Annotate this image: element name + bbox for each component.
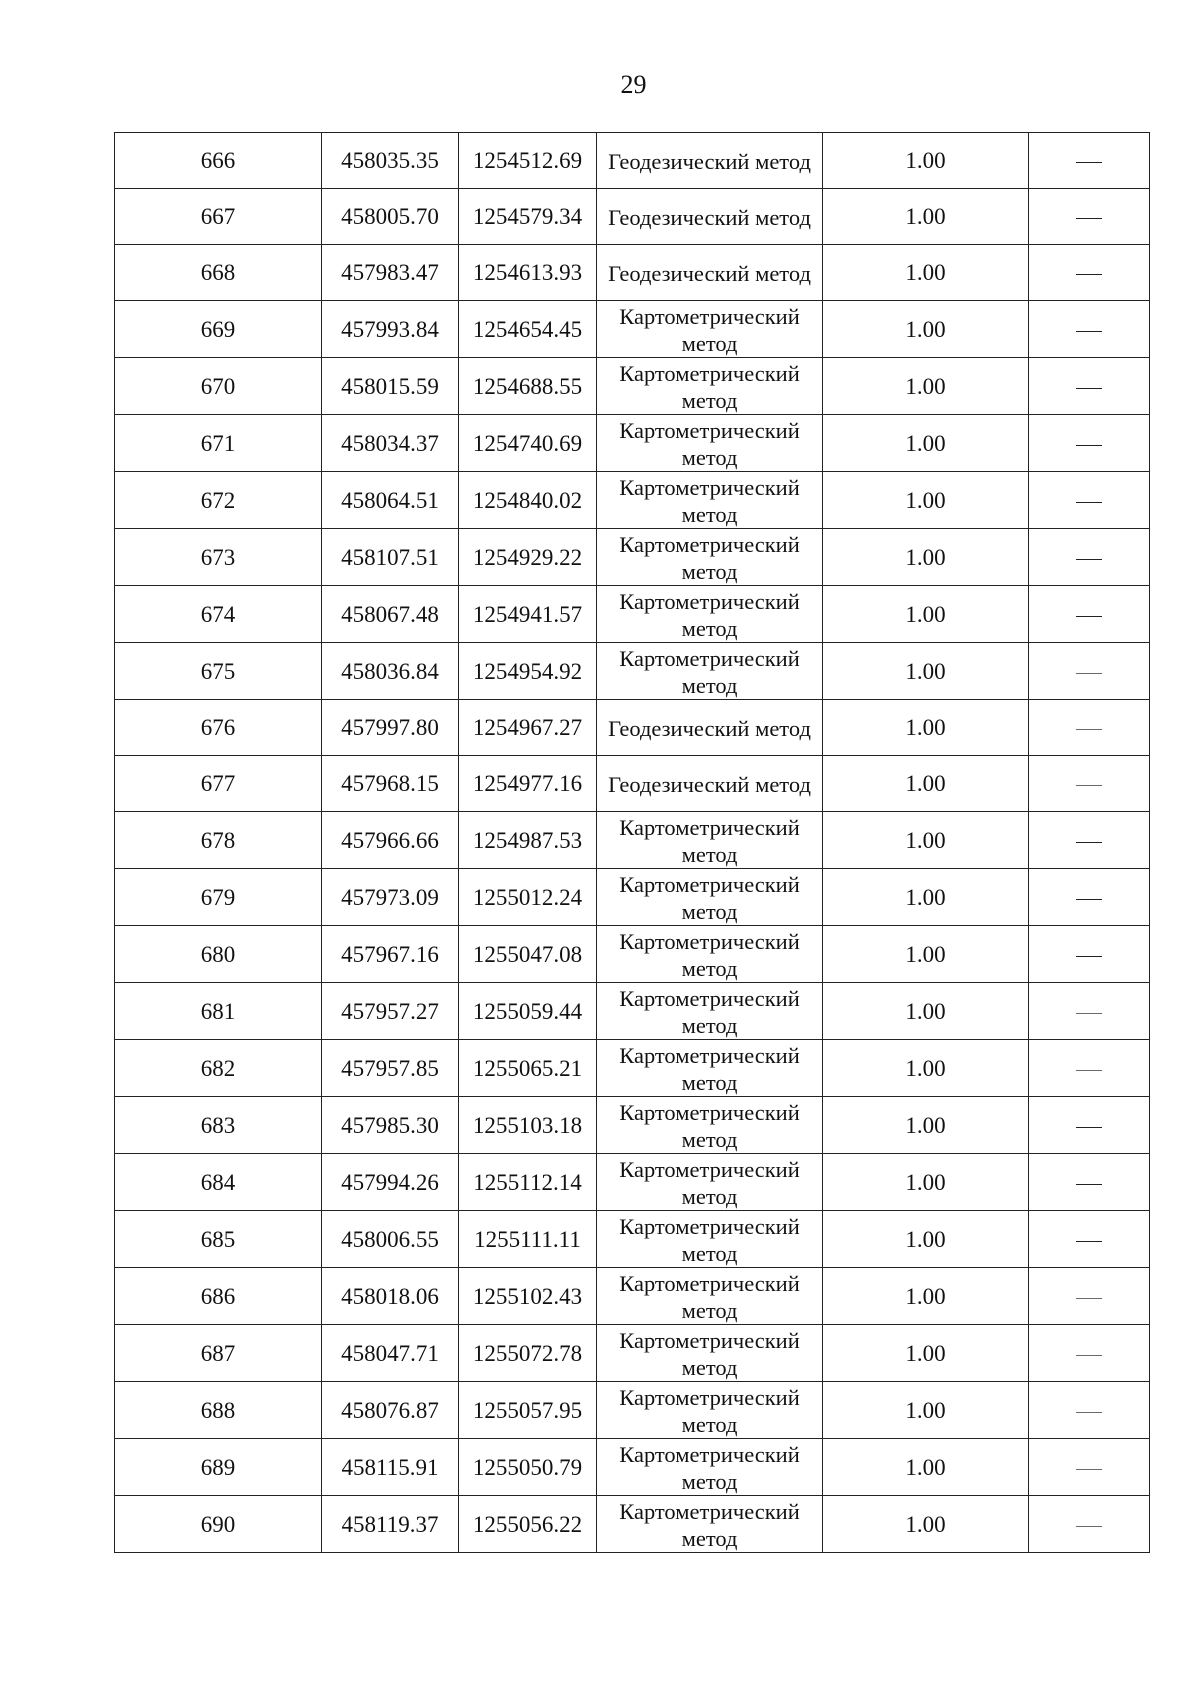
table-row bbox=[115, 1496, 1150, 1553]
note-cell bbox=[1029, 301, 1150, 358]
method-cell: Картометрический метод bbox=[597, 926, 823, 983]
table-row bbox=[115, 1382, 1150, 1439]
accuracy-cell: 1.00 bbox=[823, 1040, 1029, 1097]
dash-mark bbox=[1076, 162, 1102, 163]
x-coordinate-cell: 457967.16 bbox=[322, 926, 459, 983]
x-coordinate-cell: 458064.51 bbox=[322, 472, 459, 529]
point-number-cell: 672 bbox=[115, 472, 322, 529]
dash-mark bbox=[1076, 1469, 1102, 1470]
dash-mark bbox=[1076, 673, 1102, 674]
point-number-cell: 685 bbox=[115, 1211, 322, 1268]
note-cell bbox=[1029, 1382, 1150, 1439]
accuracy-cell: 1.00 bbox=[823, 358, 1029, 415]
method-cell: Картометрический метод bbox=[597, 643, 823, 700]
x-coordinate-cell: 458035.35 bbox=[322, 133, 459, 189]
note-cell bbox=[1029, 1040, 1150, 1097]
y-coordinate-cell: 1254579.34 bbox=[459, 189, 597, 245]
y-coordinate-cell: 1254840.02 bbox=[459, 472, 597, 529]
y-coordinate-cell: 1255072.78 bbox=[459, 1325, 597, 1382]
dash-mark bbox=[1076, 1013, 1102, 1014]
method-cell: Геодезический метод bbox=[597, 756, 823, 812]
method-cell: Геодезический метод bbox=[597, 189, 823, 245]
accuracy-cell: 1.00 bbox=[823, 1268, 1029, 1325]
table-row bbox=[115, 1439, 1150, 1496]
point-number-cell: 684 bbox=[115, 1154, 322, 1211]
coordinates-table bbox=[114, 132, 1150, 1553]
method-cell: Картометрический метод bbox=[597, 1439, 823, 1496]
dash-mark bbox=[1076, 842, 1102, 843]
note-cell bbox=[1029, 1496, 1150, 1553]
table-row bbox=[115, 1325, 1150, 1382]
method-cell: Картометрический метод bbox=[597, 1325, 823, 1382]
note-cell bbox=[1029, 1097, 1150, 1154]
y-coordinate-cell: 1254967.27 bbox=[459, 700, 597, 756]
method-cell: Картометрический метод bbox=[597, 415, 823, 472]
accuracy-cell: 1.00 bbox=[823, 1154, 1029, 1211]
x-coordinate-cell: 457957.27 bbox=[322, 983, 459, 1040]
y-coordinate-cell: 1254941.57 bbox=[459, 586, 597, 643]
note-cell bbox=[1029, 700, 1150, 756]
table-row bbox=[115, 472, 1150, 529]
dash-mark bbox=[1076, 388, 1102, 389]
table-row bbox=[115, 358, 1150, 415]
note-cell bbox=[1029, 133, 1150, 189]
table-row bbox=[115, 1040, 1150, 1097]
note-cell bbox=[1029, 245, 1150, 301]
dash-mark bbox=[1076, 445, 1102, 446]
dash-mark bbox=[1076, 956, 1102, 957]
x-coordinate-cell: 457993.84 bbox=[322, 301, 459, 358]
note-cell bbox=[1029, 1268, 1150, 1325]
x-coordinate-cell: 457968.15 bbox=[322, 756, 459, 812]
note-cell bbox=[1029, 756, 1150, 812]
table-row bbox=[115, 301, 1150, 358]
table-row bbox=[115, 529, 1150, 586]
note-cell bbox=[1029, 643, 1150, 700]
method-cell: Картометрический метод bbox=[597, 529, 823, 586]
x-coordinate-cell: 457966.66 bbox=[322, 812, 459, 869]
x-coordinate-cell: 458036.84 bbox=[322, 643, 459, 700]
accuracy-cell: 1.00 bbox=[823, 1382, 1029, 1439]
accuracy-cell: 1.00 bbox=[823, 415, 1029, 472]
dash-mark bbox=[1076, 1298, 1102, 1299]
y-coordinate-cell: 1254977.16 bbox=[459, 756, 597, 812]
method-cell: Картометрический метод bbox=[597, 472, 823, 529]
method-cell: Картометрический метод bbox=[597, 301, 823, 358]
accuracy-cell: 1.00 bbox=[823, 472, 1029, 529]
method-cell: Картометрический метод bbox=[597, 1154, 823, 1211]
point-number-cell: 673 bbox=[115, 529, 322, 586]
table-row bbox=[115, 189, 1150, 245]
table-row bbox=[115, 1097, 1150, 1154]
dash-mark bbox=[1076, 1412, 1102, 1413]
note-cell bbox=[1029, 1325, 1150, 1382]
dash-mark bbox=[1076, 559, 1102, 560]
x-coordinate-cell: 457994.26 bbox=[322, 1154, 459, 1211]
note-cell bbox=[1029, 812, 1150, 869]
note-cell bbox=[1029, 358, 1150, 415]
point-number-cell: 678 bbox=[115, 812, 322, 869]
point-number-cell: 687 bbox=[115, 1325, 322, 1382]
method-cell: Картометрический метод bbox=[597, 1268, 823, 1325]
point-number-cell: 670 bbox=[115, 358, 322, 415]
accuracy-cell: 1.00 bbox=[823, 245, 1029, 301]
note-cell bbox=[1029, 189, 1150, 245]
table-row bbox=[115, 1268, 1150, 1325]
note-cell bbox=[1029, 983, 1150, 1040]
table-row bbox=[115, 1211, 1150, 1268]
table-row bbox=[115, 1154, 1150, 1211]
method-cell: Картометрический метод bbox=[597, 1496, 823, 1553]
dash-mark bbox=[1076, 899, 1102, 900]
dash-mark bbox=[1076, 616, 1102, 617]
accuracy-cell: 1.00 bbox=[823, 869, 1029, 926]
y-coordinate-cell: 1254740.69 bbox=[459, 415, 597, 472]
table-row bbox=[115, 133, 1150, 189]
method-cell: Картометрический метод bbox=[597, 1040, 823, 1097]
point-number-cell: 674 bbox=[115, 586, 322, 643]
table-row bbox=[115, 415, 1150, 472]
y-coordinate-cell: 1254654.45 bbox=[459, 301, 597, 358]
accuracy-cell: 1.00 bbox=[823, 1325, 1029, 1382]
y-coordinate-cell: 1254929.22 bbox=[459, 529, 597, 586]
accuracy-cell: 1.00 bbox=[823, 983, 1029, 1040]
coordinates-table-body bbox=[115, 133, 1150, 1553]
x-coordinate-cell: 458034.37 bbox=[322, 415, 459, 472]
method-cell: Картометрический метод bbox=[597, 812, 823, 869]
note-cell bbox=[1029, 415, 1150, 472]
y-coordinate-cell: 1255112.14 bbox=[459, 1154, 597, 1211]
y-coordinate-cell: 1255012.24 bbox=[459, 869, 597, 926]
method-cell: Геодезический метод bbox=[597, 245, 823, 301]
accuracy-cell: 1.00 bbox=[823, 301, 1029, 358]
method-cell: Геодезический метод bbox=[597, 700, 823, 756]
table-row bbox=[115, 869, 1150, 926]
point-number-cell: 690 bbox=[115, 1496, 322, 1553]
x-coordinate-cell: 458047.71 bbox=[322, 1325, 459, 1382]
method-cell: Картометрический метод bbox=[597, 869, 823, 926]
table-row bbox=[115, 756, 1150, 812]
point-number-cell: 679 bbox=[115, 869, 322, 926]
method-cell: Картометрический метод bbox=[597, 1097, 823, 1154]
table-row bbox=[115, 812, 1150, 869]
point-number-cell: 686 bbox=[115, 1268, 322, 1325]
dash-mark bbox=[1076, 1241, 1102, 1242]
y-coordinate-cell: 1255102.43 bbox=[459, 1268, 597, 1325]
method-cell: Картометрический метод bbox=[597, 983, 823, 1040]
dash-mark bbox=[1076, 785, 1102, 786]
y-coordinate-cell: 1255065.21 bbox=[459, 1040, 597, 1097]
accuracy-cell: 1.00 bbox=[823, 1496, 1029, 1553]
dash-mark bbox=[1076, 1184, 1102, 1185]
method-cell: Картометрический метод bbox=[597, 1211, 823, 1268]
accuracy-cell: 1.00 bbox=[823, 586, 1029, 643]
accuracy-cell: 1.00 bbox=[823, 926, 1029, 983]
x-coordinate-cell: 458015.59 bbox=[322, 358, 459, 415]
point-number-cell: 681 bbox=[115, 983, 322, 1040]
method-cell: Геодезический метод bbox=[597, 133, 823, 189]
x-coordinate-cell: 457997.80 bbox=[322, 700, 459, 756]
accuracy-cell: 1.00 bbox=[823, 643, 1029, 700]
note-cell bbox=[1029, 529, 1150, 586]
y-coordinate-cell: 1254613.93 bbox=[459, 245, 597, 301]
y-coordinate-cell: 1254954.92 bbox=[459, 643, 597, 700]
x-coordinate-cell: 458006.55 bbox=[322, 1211, 459, 1268]
point-number-cell: 666 bbox=[115, 133, 322, 189]
x-coordinate-cell: 458067.48 bbox=[322, 586, 459, 643]
note-cell bbox=[1029, 472, 1150, 529]
y-coordinate-cell: 1255111.11 bbox=[459, 1211, 597, 1268]
accuracy-cell: 1.00 bbox=[823, 189, 1029, 245]
accuracy-cell: 1.00 bbox=[823, 1439, 1029, 1496]
table-row bbox=[115, 700, 1150, 756]
table-row bbox=[115, 926, 1150, 983]
method-cell: Картометрический метод bbox=[597, 1382, 823, 1439]
dash-mark bbox=[1076, 331, 1102, 332]
note-cell bbox=[1029, 1211, 1150, 1268]
dash-mark bbox=[1076, 218, 1102, 219]
note-cell bbox=[1029, 926, 1150, 983]
point-number-cell: 668 bbox=[115, 245, 322, 301]
x-coordinate-cell: 457983.47 bbox=[322, 245, 459, 301]
accuracy-cell: 1.00 bbox=[823, 1211, 1029, 1268]
method-cell: Картометрический метод bbox=[597, 586, 823, 643]
accuracy-cell: 1.00 bbox=[823, 529, 1029, 586]
accuracy-cell: 1.00 bbox=[823, 1097, 1029, 1154]
table-row bbox=[115, 643, 1150, 700]
point-number-cell: 671 bbox=[115, 415, 322, 472]
point-number-cell: 676 bbox=[115, 700, 322, 756]
note-cell bbox=[1029, 1439, 1150, 1496]
accuracy-cell: 1.00 bbox=[823, 133, 1029, 189]
y-coordinate-cell: 1255059.44 bbox=[459, 983, 597, 1040]
dash-mark bbox=[1076, 502, 1102, 503]
method-cell: Картометрический метод bbox=[597, 358, 823, 415]
point-number-cell: 669 bbox=[115, 301, 322, 358]
point-number-cell: 675 bbox=[115, 643, 322, 700]
point-number-cell: 680 bbox=[115, 926, 322, 983]
x-coordinate-cell: 458119.37 bbox=[322, 1496, 459, 1553]
y-coordinate-cell: 1255047.08 bbox=[459, 926, 597, 983]
point-number-cell: 683 bbox=[115, 1097, 322, 1154]
point-number-cell: 667 bbox=[115, 189, 322, 245]
dash-mark bbox=[1076, 1526, 1102, 1527]
point-number-cell: 677 bbox=[115, 756, 322, 812]
dash-mark bbox=[1076, 274, 1102, 275]
x-coordinate-cell: 458005.70 bbox=[322, 189, 459, 245]
table-row bbox=[115, 983, 1150, 1040]
x-coordinate-cell: 458107.51 bbox=[322, 529, 459, 586]
point-number-cell: 689 bbox=[115, 1439, 322, 1496]
note-cell bbox=[1029, 586, 1150, 643]
point-number-cell: 688 bbox=[115, 1382, 322, 1439]
x-coordinate-cell: 458115.91 bbox=[322, 1439, 459, 1496]
point-number-cell: 682 bbox=[115, 1040, 322, 1097]
y-coordinate-cell: 1254987.53 bbox=[459, 812, 597, 869]
dash-mark bbox=[1076, 1070, 1102, 1071]
dash-mark bbox=[1076, 1127, 1102, 1128]
x-coordinate-cell: 458018.06 bbox=[322, 1268, 459, 1325]
dash-mark bbox=[1076, 729, 1102, 730]
accuracy-cell: 1.00 bbox=[823, 756, 1029, 812]
y-coordinate-cell: 1255056.22 bbox=[459, 1496, 597, 1553]
table-row bbox=[115, 245, 1150, 301]
x-coordinate-cell: 457973.09 bbox=[322, 869, 459, 926]
x-coordinate-cell: 457985.30 bbox=[322, 1097, 459, 1154]
x-coordinate-cell: 458076.87 bbox=[322, 1382, 459, 1439]
table-row bbox=[115, 586, 1150, 643]
y-coordinate-cell: 1255057.95 bbox=[459, 1382, 597, 1439]
y-coordinate-cell: 1255103.18 bbox=[459, 1097, 597, 1154]
note-cell bbox=[1029, 869, 1150, 926]
accuracy-cell: 1.00 bbox=[823, 700, 1029, 756]
accuracy-cell: 1.00 bbox=[823, 812, 1029, 869]
page-number: 29 bbox=[620, 70, 647, 99]
y-coordinate-cell: 1255050.79 bbox=[459, 1439, 597, 1496]
y-coordinate-cell: 1254512.69 bbox=[459, 133, 597, 189]
dash-mark bbox=[1076, 1355, 1102, 1356]
y-coordinate-cell: 1254688.55 bbox=[459, 358, 597, 415]
x-coordinate-cell: 457957.85 bbox=[322, 1040, 459, 1097]
note-cell bbox=[1029, 1154, 1150, 1211]
